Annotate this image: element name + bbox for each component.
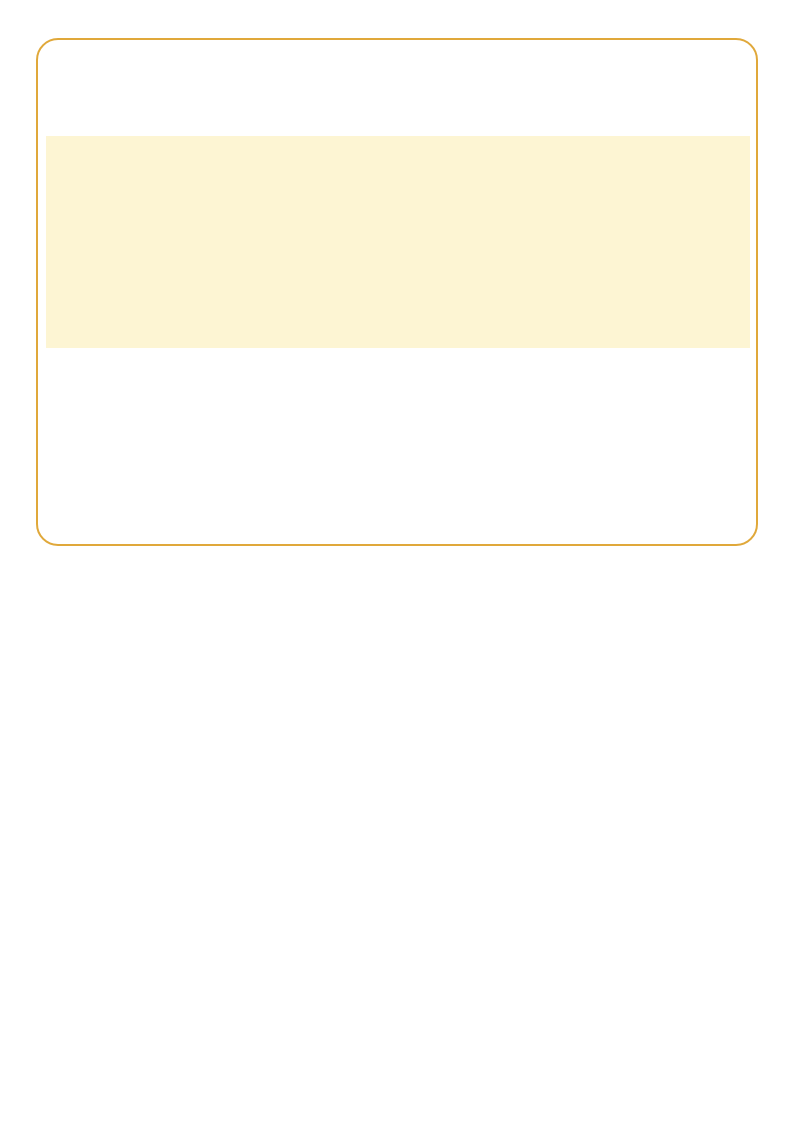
reading-card-day1 xyxy=(36,38,758,546)
reading-passage xyxy=(46,136,750,348)
